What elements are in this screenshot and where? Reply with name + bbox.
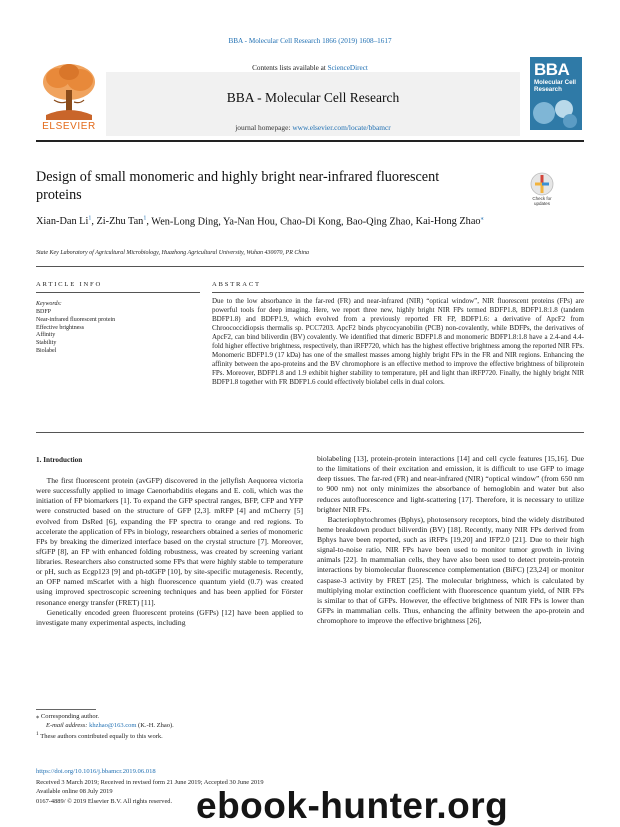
- keywords-label: Keywords:: [36, 301, 62, 307]
- footnote-equal-contribution: $^1$ These authors contributed equally to this work.: [36, 731, 163, 741]
- author: Zi-Zhu Tan$^1$,: [96, 216, 152, 228]
- received-dates: Received 3 March 2019; Received in revised form 21 June 2019; Accepted 30 June 2019: [36, 779, 264, 786]
- footnote-rule: [36, 709, 96, 710]
- footnote-corresponding: ⁎ Corresponding author.: [36, 713, 100, 720]
- author: Kai-Hong Zhao⁎: [415, 216, 484, 228]
- homepage-prefix: journal homepage:: [235, 123, 293, 132]
- abstract-text: Due to the low absorbance in the far-red (FR) and near-infrared (NIR) “optical window”, NIR fluorescent proteins (FPs) are powerful tools for deep imaging. Here, we report three new, highly bright NIR FPs termed BDFP1.8, BDFP1.8:1.8 (tandem BDFP1.8) and BDFP1.9, which evolved from a previously reported FR FP, BDFP1.6: a derivative of ApcF2 from Chroococcidiopsis thermalis sp. PCC7203. ApcF2 binds phycocyanobilin (PCB) non-covalently, while BDFPs, the derivatives of ApcF2, can bind biliverdin (BV) covalently. We identified that dimeric BDFP1.8 and monomeric BDFP1.8:1.8 have a 2.4-and 4.4-fold higher effective brightness, respectively, than iRFP720, which has the highest effective brightness among the reported NIR FPs. Monomeric BDFP1.9 (17 kDa) has one of the smallest masses among highly bright FPs in the FR and NIR regions. Enhancing the affinity between the apo-proteins and the BV chromophore is an effective method to improve the effective brightness of biliprotein FPs. Moreover, BDFP1.8 and 1.9 exhibit higher stability to temperature, pH and light than iRFP720. Finally, the highly bright NIR BDFP1.8 together with FR BDFP1.6 could effectively biolabel cells in dual colors.: [212, 297, 584, 387]
- doi-link[interactable]: https://doi.org/10.1016/j.bbamcr.2019.06.018: [36, 768, 156, 775]
- keyword-list: [36, 309, 115, 356]
- contents-prefix: Contents lists available at: [252, 64, 328, 72]
- article-title: Design of small monomeric and highly bright near-infrared fluorescent proteins: [36, 169, 440, 203]
- email-link[interactable]: khzhao@163.com: [89, 722, 137, 729]
- abstract-rule: [212, 292, 584, 293]
- homepage-line: [106, 123, 520, 132]
- intro-paragraph: The first fluorescent protein (avGFP) discovered in the jellyfish Aequorea victoria were successfully applied to image Caenorhabditis elegans and E. coli, which was the initiation of FP biomarkers [1]. To expand the GFP spectral ranges, BFP, CFP and YFP were constructed based on the structure of GFP [2,3]. mRFP [4] and mCherry [5] evolved from DsRed [6], expanding the FP spectra to orange and red regions. To accelerate the application of FPs in biology, researchers obtained a series of monomeric FPs by breaking the dimerized interface based on the crystal structure [7]. Moreover, sfGFP [8], an FP with enhanced folding robustness, was created by screening variant libraries. Researchers also constructed some FPs that were highly stable to temperature or pH, such as Ecgp123 [9] and ph-tdGFP [10], by site-specific mutagenesis. Recently, an OFP named mScarlet with a high fluorescence quantum yield (0.7) was created using improved spectroscopic screening techniques and has been applied for Förster resonance energy transfer (FRET) [11].: [36, 476, 303, 607]
- keyword: Affinity: [36, 332, 56, 339]
- cover-subtitle: Molecular Cell Research: [534, 79, 576, 93]
- online-date: Available online 08 July 2019: [36, 788, 113, 796]
- abstract-bottom-rule: [36, 432, 584, 433]
- crossmark-label: [522, 196, 562, 206]
- author: Xian-Dan Li$^1$,: [36, 216, 97, 228]
- homepage-link[interactable]: www.elsevier.com/locate/bbamcr: [292, 123, 391, 132]
- author: Bao-Qing Zhao,: [346, 216, 416, 228]
- keyword: Near-infrared fluorescent protein: [36, 316, 116, 323]
- journal-cover: [530, 57, 582, 130]
- watermark: ebook-hunter.org: [196, 785, 509, 826]
- sciencedirect-link[interactable]: ScienceDirect: [327, 64, 368, 72]
- publisher-name: ELSEVIER: [42, 121, 96, 132]
- intro-paragraph: biolabeling [13], protein-protein interactions [14] and cell cycle features [15,16]. Due to the limitations of their excitation and emission, it is difficult to use GFP to image deep tissues. The far-red (FR) and near-infrared (NIR) “optical window” (from 650 nm to 900 nm) not only minimizes the absorbance of hemoglobin and water but also reduces autofluorescence and light-scattering [17]. Therefore, it is necessary to utilize brighter NIR FPs.: [317, 454, 584, 514]
- copyright: 0167-4889/ © 2019 Elsevier B.V. All rights reserved.: [36, 797, 173, 805]
- body-column-right: [317, 454, 584, 626]
- intro-paragraph: Bacteriophytochromes (Bphys), photosensory receptors, bind the widely distributed heme breakdown product biliverdin (BV) [18]. Recently, many NIR FPs derived from Bphys have been reported, such as iRFPs [19,20] and IFP2.0 [21]. Due to their high signal-to-noise ratio, NIR FPs have been used to monitor tumor growth in living animals [22]. In mammalian cells, they have also been used to detect protein-protein interactions by biomolecular fluorescence complementation (BiFC) [23,24] or monitor caspase-3 activity by FRET [25]. The molecular brightness, which is calculated by multiplying molar extinction coefficient with fluorescence quantum yield, of NIR FPs is similar to that of GFPs. However, the effective brightness of NIR FPs is lower than GFPs in mammalian cells. Thus, enhancing the affinity between the apo-protein and chromophore to improve the effective brightness [26],: [317, 514, 584, 625]
- keyword: Stability: [36, 340, 57, 347]
- article-info-rule: [36, 292, 200, 293]
- crossmark-label-line1: Check for: [532, 196, 552, 201]
- affiliation: State Key Laboratory of Agricultural Microbiology, Huazhong Agricultural University, Wuhan 430070, PR China: [36, 250, 310, 256]
- cover-title: BBA: [534, 60, 570, 79]
- author: Ya-Nan Hou,: [223, 216, 281, 228]
- keyword: Effective brightness: [36, 324, 85, 331]
- abstract-heading: ABSTRACT: [212, 281, 261, 288]
- article-info-heading: ARTICLE INFO: [36, 281, 103, 288]
- cover-art-icon: [530, 95, 582, 130]
- footnote-email: E-mail address: khzhao@163.com (K.-H. Zhao).: [46, 722, 174, 729]
- masthead-rule: [36, 140, 584, 142]
- body-column-left: [36, 476, 303, 628]
- author: Wen-Long Ding,: [151, 216, 224, 228]
- header-divider: [36, 266, 584, 267]
- running-head[interactable]: BBA - Molecular Cell Research 1866 (2019) 1608–1617: [228, 37, 392, 45]
- keyword: Biolabel: [36, 347, 57, 354]
- author-list: [36, 212, 506, 229]
- contents-line: [0, 64, 620, 72]
- intro-paragraph: Genetically encoded green fluorescent proteins (GFPs) [12] have been applied to investigate many experimental aspects, including: [36, 607, 303, 627]
- journal-title: BBA - Molecular Cell Research: [226, 90, 400, 105]
- author: Chao-Di Kong,: [280, 216, 347, 228]
- introduction-heading: 1. Introduction: [36, 456, 83, 464]
- keyword: BDFP: [36, 309, 52, 315]
- crossmark-label-line2: updates: [533, 201, 550, 206]
